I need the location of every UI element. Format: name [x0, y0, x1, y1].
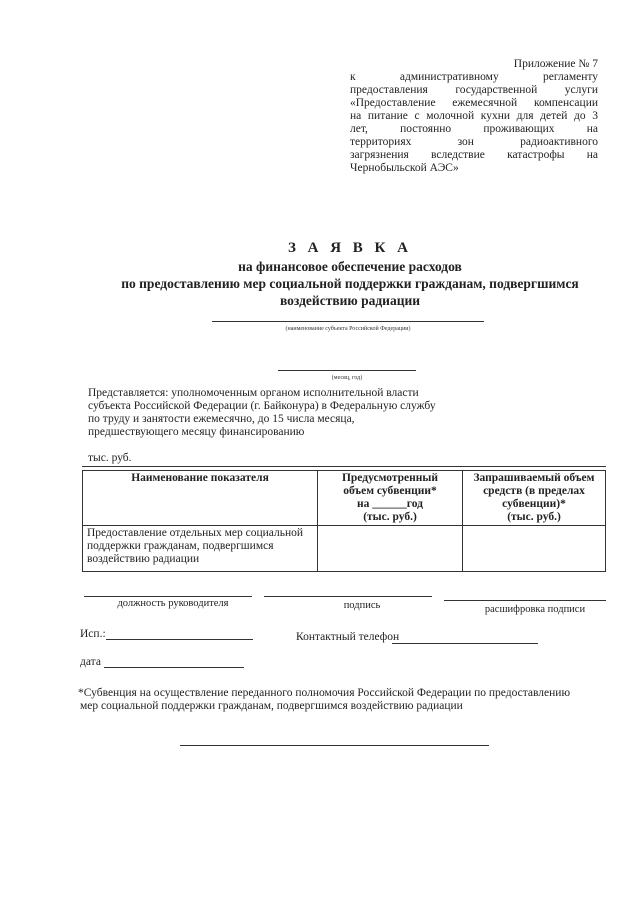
footnote-line: *Субвенция на осуществление переданного полномочия Российской Федерации по предоставлению: [78, 687, 571, 699]
row-line: поддержки гражданам, подвергшимся: [87, 540, 274, 552]
header-indicator-label: Наименование показателя: [131, 472, 269, 484]
subject-line: [212, 321, 484, 322]
document-title: З А Я В К А: [287, 240, 413, 256]
header-line: средств (в пределах: [483, 485, 585, 497]
intro-line: по труду и занятости ежемесячно, до 15 числа месяца,: [88, 413, 355, 425]
annex-line: Чернобыльской АЭС»: [350, 162, 459, 174]
phone-field[interactable]: [392, 643, 538, 644]
annex-title: Приложение № 7: [513, 58, 598, 70]
decoding-line[interactable]: [444, 600, 606, 601]
annex-line: на питание с молочной кухни для детей до 3: [350, 110, 598, 122]
position-caption: должность руководителя: [117, 598, 229, 609]
document-subtitle: воздействию радиации: [279, 293, 421, 308]
bottom-rule: [180, 745, 489, 746]
header-line: на ______год: [357, 498, 423, 510]
annex-line: территориях зон радиоактивного: [350, 136, 598, 148]
row-provided-cell[interactable]: [318, 526, 463, 572]
annex-block: [350, 58, 598, 175]
decoding-caption: расшифровка подписи: [484, 604, 586, 615]
period-caption: (месяц, год): [331, 375, 363, 381]
header-line: Запрашиваемый объем: [473, 472, 595, 484]
table-header-row: [83, 471, 606, 526]
executor-label: Исп.:: [80, 628, 106, 640]
row-line: воздействию радиации: [87, 553, 200, 565]
annex-line: «Предоставление ежемесячной компенсации: [350, 97, 598, 109]
intro-line: Представляется: уполномоченным органом исполнительной власти: [88, 387, 419, 399]
document-subtitle: на финансовое обеспечение расходов: [238, 259, 462, 274]
annex-line: лет, постоянно проживающих на: [350, 123, 598, 135]
executor-field[interactable]: [106, 639, 253, 640]
units-label: тыс. руб.: [88, 452, 132, 464]
header-provided: [318, 471, 463, 526]
header-line: Предусмотренный: [341, 472, 439, 484]
units-rule: [82, 466, 606, 467]
request-table: [82, 470, 606, 572]
header-line: субвенции)*: [502, 498, 566, 510]
annex-line: к административному регламенту: [350, 71, 598, 83]
footnote: [78, 687, 598, 713]
header-line: объем субвенции*: [343, 485, 437, 497]
header-line: (тыс. руб.): [363, 511, 417, 523]
subject-caption: (наименование субъекта Российской Федерации): [285, 326, 411, 332]
intro-text: [88, 387, 508, 439]
date-label: дата: [80, 656, 101, 668]
intro-line: субъекта Российской Федерации (г. Байконура) в Федеральную службу: [88, 400, 436, 412]
annex-line: предоставления государственной услуги: [350, 84, 598, 96]
row-requested-cell[interactable]: [463, 526, 606, 572]
row-indicator: [83, 526, 318, 572]
position-line[interactable]: [84, 596, 252, 597]
phone-label: Контактный телефон: [296, 631, 400, 643]
date-field[interactable]: [104, 667, 244, 668]
row-line: Предоставление отдельных мер социальной: [87, 527, 304, 539]
header-line: (тыс. руб.): [507, 511, 561, 523]
annex-line: загрязнения вследствие катастрофы на: [350, 149, 598, 161]
period-line: [278, 370, 416, 371]
document-subtitle: по предоставлению мер социальной поддержки гражданам, подвергшимся: [121, 276, 579, 291]
signature-line[interactable]: [264, 596, 432, 597]
footnote-line: мер социальной поддержки гражданам, подвергшимся воздействию радиации: [80, 700, 463, 712]
table-row: [83, 526, 606, 572]
header-requested: [463, 471, 606, 526]
signature-caption: подпись: [343, 600, 381, 611]
header-indicator: [83, 471, 318, 526]
intro-line: предшествующего месяцу финансированию: [88, 426, 305, 438]
